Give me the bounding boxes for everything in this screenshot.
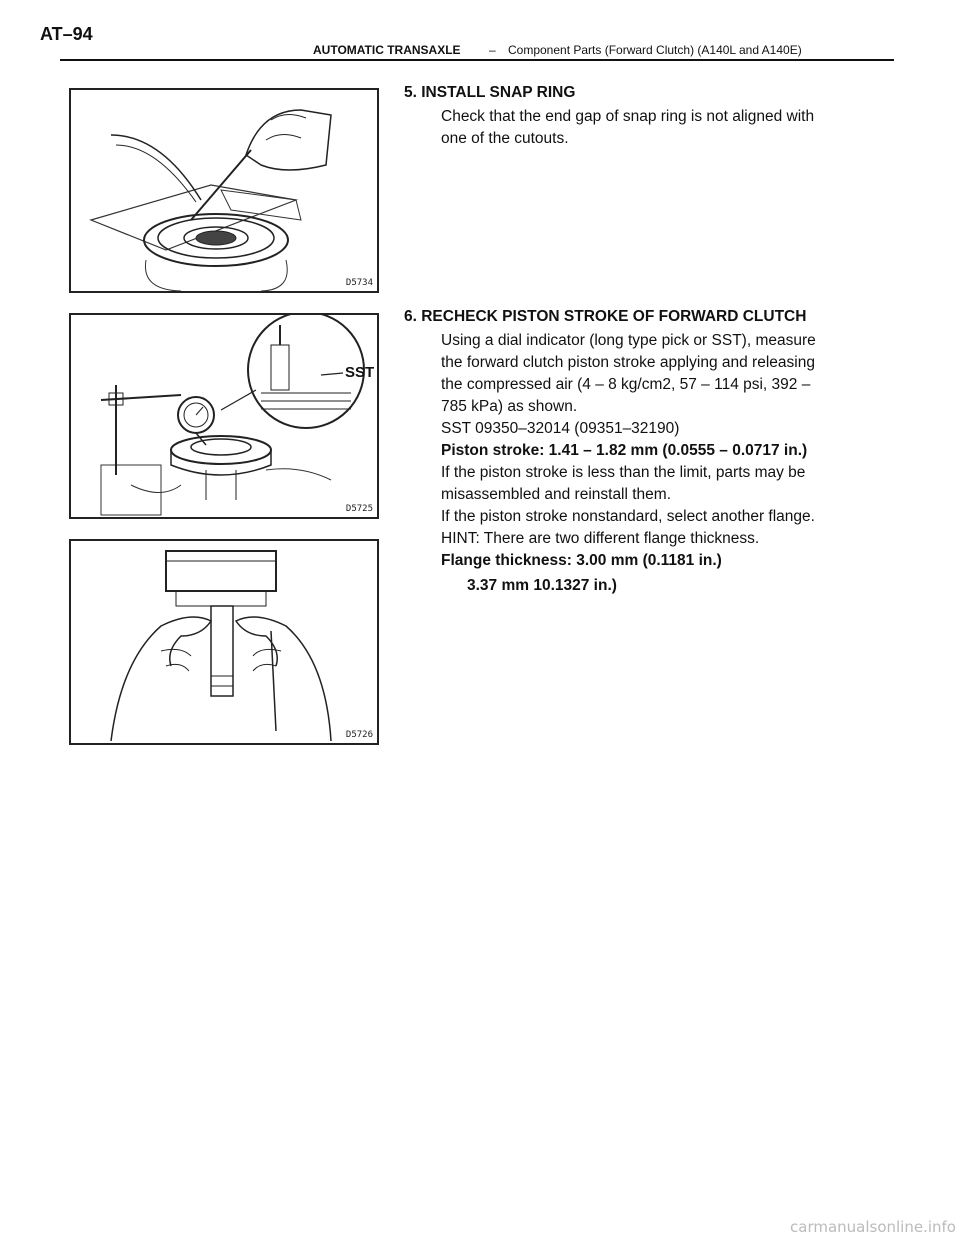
sst-callout-label: SST bbox=[345, 364, 375, 381]
sst-part-numbers: SST 09350–32014 (09351–32190) bbox=[441, 420, 680, 437]
step-text-line: If the piston stroke is less than the limit, parts may be bbox=[441, 464, 806, 481]
step-text-line: 785 kPa) as shown. bbox=[441, 398, 578, 415]
step-text-line: Using a dial indicator (long type pick or SST), measure bbox=[441, 332, 816, 349]
header-section-title: AUTOMATIC TRANSAXLE bbox=[313, 43, 461, 57]
figure-code: D5734 bbox=[345, 278, 373, 288]
snap-ring-illustration bbox=[71, 90, 377, 291]
step-text-line: Check that the end gap of snap ring is not aligned with bbox=[441, 108, 815, 125]
figure-dial-indicator bbox=[69, 313, 379, 519]
step-text-line: misassembled and reinstall them. bbox=[441, 486, 672, 503]
step-text-line: If the piston stroke nonstandard, select another flange. bbox=[441, 508, 815, 525]
figure-snap-ring bbox=[69, 88, 379, 293]
figure-code: D5725 bbox=[345, 504, 373, 514]
figure-flange-hands bbox=[69, 539, 379, 745]
figure-code: D5726 bbox=[345, 730, 373, 740]
step-text-line: the compressed air (4 – 8 kg/cm2, 57 – 114 psi, 392 – bbox=[441, 376, 811, 393]
flange-thickness-spec-alt: 3.37 mm 10.1327 in.) bbox=[467, 577, 617, 594]
step-title-recheck-piston-stroke: 6. RECHECK PISTON STROKE OF FORWARD CLUTCH bbox=[404, 308, 807, 325]
step-title-install-snap-ring: 5. INSTALL SNAP RING bbox=[404, 84, 576, 101]
step-text-line: one of the cutouts. bbox=[441, 130, 569, 147]
header-subtitle: Component Parts (Forward Clutch) (A140L and A140E) bbox=[508, 43, 802, 57]
dial-indicator-illustration bbox=[71, 315, 377, 517]
header-separator: – bbox=[489, 43, 496, 57]
footer-watermark: carmanualsonline.info bbox=[790, 1218, 956, 1236]
page-number: AT–94 bbox=[40, 24, 93, 44]
flange-hands-illustration bbox=[71, 541, 377, 743]
flange-thickness-spec: Flange thickness: 3.00 mm (0.1181 in.) bbox=[441, 552, 722, 569]
hint-text: HINT: There are two different flange thickness. bbox=[441, 530, 760, 547]
header-rule bbox=[60, 59, 894, 61]
piston-stroke-spec: Piston stroke: 1.41 – 1.82 mm (0.0555 – 0.0717 in.) bbox=[441, 442, 808, 459]
step-text-line: the forward clutch piston stroke applying and releasing bbox=[441, 354, 815, 371]
